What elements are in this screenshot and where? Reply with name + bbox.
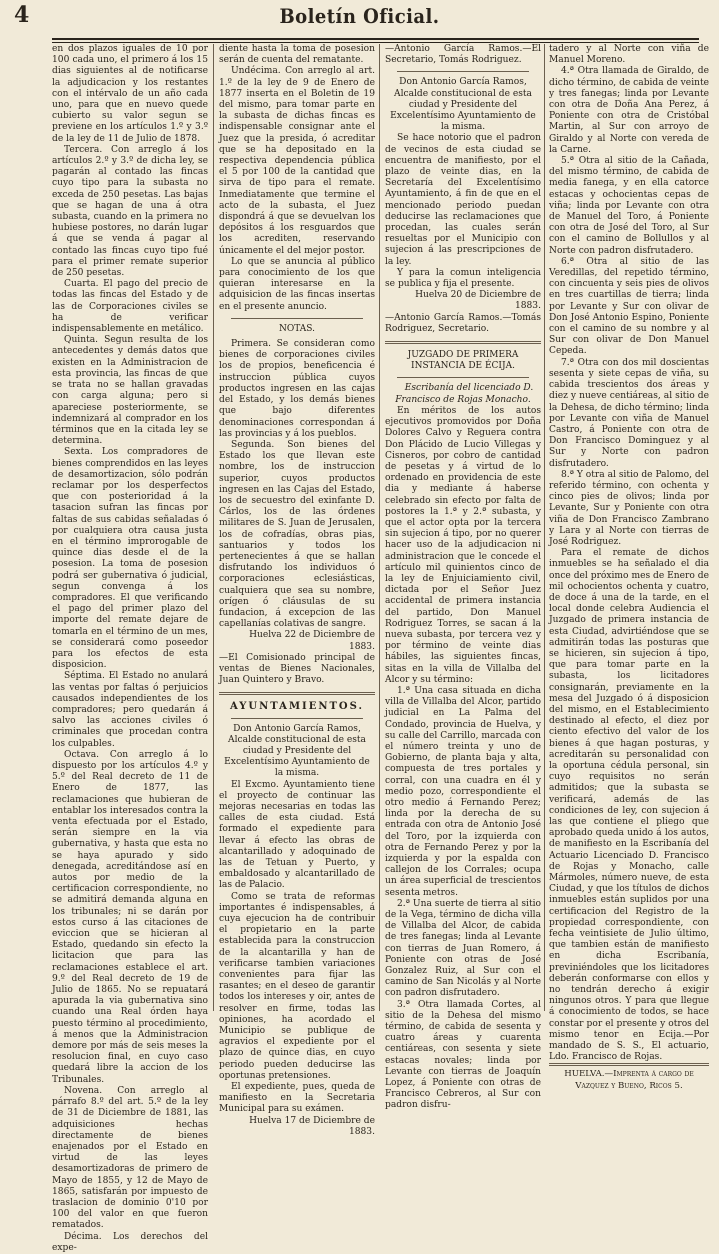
paragraph: 8.ª Y otra al sitio de Palomo, del referido término, con ochenta y cinco pies de olivos; linda por Levante, Sur y Poniente con otra viña de Don Francisco Zambrano y Lara y al Norte con tierras de José Rodriguez. bbox=[549, 469, 709, 547]
paragraph: tadero y al Norte con viña de Manuel Moreno. bbox=[549, 44, 709, 66]
paragraph: 1.ª Una casa situada en dicha villa de Villalba del Alcor, partido judicial en La Palma del Condado, provincia de Huelva, y su calle del Carrillo, marcada con el número treinta y uno de Gobierno, de planta baja y alta, compuesta de tres portales y corral, con una cuadra en él y medio pozo, correspondiente el otro medio á Fernando Perez; linda por la derecha de su entrada con otra de Antonio José del Toro, por la izquierda con otra de Fernando Perez y por la izquierda y por la espalda con callejon de los Corrales; ocupa un área superficial de trescientos sesenta metros. bbox=[385, 685, 541, 898]
paragraph: Undécima. Con arreglo al art. 1.º de la ley de 9 de Enero de 1877 inserta en el Boletin de 19 del mismo, para tomar parte en la subasta de dichas fincas es indispensable consignar ante el Juez que la presida, ó acreditar que se ha depositado en la respectiva dependencia pública el 5 por 100 de la cantidad que sirva de tipo para el remate. Inmediatamente que termine el acto de la subasta, el Juez dispondrá á que se devuelvan los depósitos á los resguardos que los acrediten, reservando únicamente el del mejor postor. bbox=[219, 66, 375, 256]
paragraph: En méritos de los autos ejecutivos promovidos por Doña Dolores Calvo y Reguera contra Don Plácido de Lucio Villegas y Cisneros, por cobro de cantidad de pesetas y á virtud de lo ordenado en providencia de este dia y mediante á haberse celebrado sin efecto por falta de postores la 1.ª y 2.ª subasta, y que el actor opta por la tercera sin sujecion á tipo, por no querer hacer uso de la adjudicacion ni administracion que le concede el artículo mil quinientos cinco de la ley de Enjuiciamiento civil, dictada por el Señor Juez accidental de primera instancia del partido, Don Manuel Rodriguez Torres, se sacan á la nueva subasta, por tercera vez y por término de veinte dias hábiles, las siguientes fincas, sitas en la villa de Villalba del Alcor y su término: bbox=[385, 405, 541, 685]
paragraph: Décima. Los derechos del expe- bbox=[52, 1231, 208, 1253]
paragraph: Primera. Se consideran como bienes de corporaciones civiles los de propios, beneficencia é instruccion pública cuyos productos ingresen en las cajas del Estado, y los demás bienes que bajo diferentes denominaciones correspondan á las provincias y á los pueblos. bbox=[219, 339, 375, 439]
separator bbox=[219, 692, 375, 695]
page-number: 4 bbox=[14, 2, 30, 28]
paragraph: 4.ª Otra llamada de Giraldo, de dicho término, de cabida de veinte y tres fanegas; linda por Levante con otra de Doña Ana Perez, á Poniente con otra de Cristóbal Martin, al Sur con arroyo de Giraldo y al Norte con vereda de la Carne. bbox=[549, 66, 709, 155]
notice-intro: Don Antonio García Ramos, Alcalde constitucional de esta ciudad y Presidente del Excelentísimo Ayuntamiento de la misma. bbox=[224, 723, 370, 779]
separator bbox=[231, 718, 363, 719]
column-divider bbox=[213, 44, 214, 1011]
paragraph: 3.ª Otra llamada Cortes, al sitio de la Dehesa del mismo término, de cabida de sesenta y cuatro áreas y cuarenta centiáreas, con sesenta y siete estacas novales; linda por Levante con tierras de Joaquín Lopez, á Poniente con otras de Francisco Cebreros, al Sur con padron disfru- bbox=[385, 999, 541, 1111]
column-3 bbox=[385, 44, 541, 1111]
paragraph: en dos plazos iguales de 10 por 100 cada uno, el primero á los 15 dias siguientes al de notificarse la adjudicacion y los restantes con el intérvalo de un año cada uno, para que en nuevo quede cubierto su valor segun se previene en los artículos 1.º y 3.º de la ley de 11 de Julio de 1878. bbox=[52, 44, 208, 144]
column-divider bbox=[544, 44, 545, 1011]
column-4 bbox=[549, 44, 709, 1091]
paragraph: Sexta. Los compradores de bienes comprendidos en las leyes de desamortizacion, sólo podrán reclamar por los desperfectos que con posterioridad á la tasacion sufran las fincas por faltas de sus cabidas señaladas ó por cualquiera otra causa justa en el término improrogable de quince dias desde el de la posesion. La toma de posesion podrá ser gubernativa ó judicial, segun convenga á los compradores. El que verificando el pago del primer plazo del importe del remate dejare de tomarla en el término de un mes, se considerará como poseedor para los efectos de esta disposicion. bbox=[52, 447, 208, 671]
paragraph: Para el remate de dichos inmuebles se ha señalado el dia once del próximo mes de Enero de mil ochocientos ochenta y cuatro, de doce á una de la tarde, en el local donde celebra Audiencia el Juzgado de primera instancia de esta Ciudad, advirtiéndose que se admitirán todas las posturas que se hicieren, sin sujecion á tipo, que para tomar parte en la subasta, los licitadores consignarán, previamente en la mesa del Juzgado ó á disposicion del mismo, en el Establecimiento destinado al efecto, el diez por ciento efectivo del valor de los bienes á que hagan posturas, y acreditarán su personalidad con la oportuna cédula personal, sin cuyo requisitos no serán admitidos; que la subasta se verificará, además de las condiciones de ley, con sujecion á las que contiene el pliego que aprobado queda unido á los autos, de manifiesto en la Escribanía del Actuario Licenciado D. Francisco de Rojas y Monacho, calle Mármoles, número nueve, de esta Ciudad, y que los títulos de dichos inmuebles están suplidos por una certificacion del Registro de la propiedad correspondiente, con fecha veintisiete de Julio último, que tambien están de manifiesto en dicha Escribanía, previniéndoles que los licitadores deberán conformarse con ellos y no tendrán derecho á exigir ningunos otros. Y para que llegue á conocimiento de todos, se hace constar por el presente y otros del mismo tenor en Ecija.—Por mandado de S. S., El actuario, Ldo. Francisco de Rojas. bbox=[549, 548, 709, 1063]
notas-heading: NOTAS. bbox=[279, 323, 315, 334]
header-rule bbox=[52, 38, 699, 43]
notice-date: Huelva 20 de Diciembre de 1883. bbox=[415, 290, 541, 312]
paragraph: Tercera. Con arreglo á los artículos 2.º y 3.º de dicha ley, se pagarán al contado las fincas cuyo tipo para la subasta no exceda de 250 pesetas. Las bajas que se hagan de una á otra subasta, cuando en la primera no hubiese postores, no darán lugar á que se venda á pagar al contado las fincas cuyo tipo fué para el primer remate superior de 250 pesetas. bbox=[52, 144, 208, 279]
paragraph: Séptima. El Estado no anulará las ventas por faltas ó perjuicios causados independientes de los compradores; pero quedarán á salvo las acciones civiles ó criminales que procedan contra los culpables. bbox=[52, 671, 208, 749]
column-2 bbox=[219, 44, 375, 1137]
paragraph: 5.ª Otra al sitio de la Cañada, del mismo término, de cabida de media fanega, y en ella catorce estacas y ochocientas cepas de viña; linda por Levante con otra de Manuel del Toro, á Poniente con otra de José del Toro, al Sur con el camino de Bollullos y al Norte con padron disfrutadero. bbox=[549, 156, 709, 256]
paragraph: Segunda. Son bienes del Estado los que llevan este nombre, los de instruccion superior, cuyos productos ingresen en las Cajas del Estado, los de secuestro del exinfante D. Cárlos, los de las órdenes militares de S. Juan de Jerusalen, los de cofradías, obras pias, santuarios y todos los pertenecientes á que se hallan disfrutando los individuos ó corporaciones eclesiásticas, cualquiera que sea su nombre, orígen ó cláusulas de su fundacion, á excepcion de las capellanías colativas de sangre. bbox=[219, 439, 375, 630]
paragraph: 2.ª Una suerte de tierra al sitio de la Vega, término de dicha villa de Villalba del Alcor, de cabida de tres fanegas; linda al Levante con tierras de Juan Romero, á Poniente con otras de José Gonzalez Ruiz, al Sur con el camino de San Nicolás y al Norte con padron disfrutadero. bbox=[385, 898, 541, 999]
printer-imprint: HUELVA.—Imprenta á cargo de Vazquez y Bueno, Ricos 5. bbox=[549, 1063, 709, 1091]
section-heading-juzgado: JUZGADO DE PRIMERA INSTANCIA DE ÉCIJA. bbox=[407, 350, 519, 372]
notice-date: Huelva 17 de Diciembre de 1883. bbox=[249, 1115, 375, 1137]
paragraph: Como se trata de reformas importantes é indispensables, á cuya ejecucion ha de contribuir el propietario en la parte establecida para la construccion de la alcantarilla y han de verificarse tambien variaciones convenientes para fijar las rasantes; en el deseo de garantir todos los intereses y oir, antes de resolver en firme, todas las opiniones, ha acordado el Municipio se publique de agravios el expediente por el plazo de quince dias, en cuyo periodo pueden deducirse las oportunas pretensiones. bbox=[219, 891, 375, 1081]
paragraph: Quinta. Segun resulta de los antecedentes y demás datos que existen en la Administracion de esta provincia, las fincas de que se trata no se hallan gravadas con carga alguna; pero si apareciese posteriormente, se indemnizará al comprador en los términos que en la citada ley se determina. bbox=[52, 335, 208, 447]
paragraph: Y para la comun inteligencia se publica y fija el presente. bbox=[385, 267, 541, 290]
paragraph: Octava. Con arreglo á lo dispuesto por los artículos 4.º y 5.º del Real decreto de 11 de Enero de 1877, las reclamaciones que hubieran de entablar los interesados contra la venta efectuada por el Estado, serán siempre en la via gubernativa, y hasta que esta no se haya apurado y sido denegada, acreditándose así en autos por medio de la certificacion correspondiente, no se admitirá demanda alguna en los tribunales; ni se darán por estos curso á las citaciones de eviccion que se hicieran al Estado, quedando sin efecto la licitacion que para las reclamaciones establece el art. 9.º del Real decreto de 19 de Julio de 1865. No se repuatará apurada la via gubernativa sino cuando una Real órden haya puesto término al procedimiento, á menos que la Administracion demore por más de seis meses la resolucion final, en cuyo caso quedará libre la accion de los Tribunales. bbox=[52, 749, 208, 1085]
column-1 bbox=[52, 44, 208, 1253]
paragraph: diente hasta la toma de posesion serán de cuenta del rematante. bbox=[219, 44, 375, 66]
separator bbox=[231, 318, 363, 319]
notice-date: Huelva 22 de Diciembre de 1883. bbox=[249, 630, 375, 652]
signature: —Antonio García Ramos.—Tomás Rodriguez, Secretario. bbox=[385, 312, 541, 334]
newspaper-title: Boletín Oficial. bbox=[279, 4, 440, 28]
separator bbox=[397, 377, 529, 378]
escribania-line: Escribanía del licenciado D. Francisco de Rojas Monacho. bbox=[395, 383, 534, 405]
signature: —Antonio García Ramos.—El Secretario, Tomás Rodriguez. bbox=[385, 44, 541, 66]
separator bbox=[397, 71, 529, 72]
paragraph: Cuarta. El pago del precio de todas las fincas del Estado y de las de Corporaciones civiles se ha de verificar indispensablemente en metálico. bbox=[52, 279, 208, 335]
section-heading-ayuntamientos: AYUNTAMIENTOS. bbox=[230, 701, 364, 713]
paragraph: 6.ª Otra al sitio de las Veredillas, del repetido término, con cincuenta y seis pies de olivos en tres cuartillas de tierra; linda por Levante y Sur con olivar de Don José Antonio Espino, Poniente con el camino de su nombre y al Sur con olivar de Don Manuel Cepeda. bbox=[549, 256, 709, 357]
paragraph: El expediente, pues, queda de manifiesto en la Secretaria Municipal para su exámen. bbox=[219, 1082, 375, 1115]
paragraph: Se hace notorio que el padron de vecinos de esta ciudad se encuentra de manifiesto, por el plazo de veinte dias, en la Secretaría del Excelentísimo Ayuntamiento, á fin de que en el mencionado periodo puedan deducirse las reclamaciones que procedan, las cuales serán resueltas por el Municipio con sujecion á las prescripciones de la ley. bbox=[385, 133, 541, 267]
separator bbox=[385, 341, 541, 344]
paragraph: El Excmo. Ayuntamiento tiene el proyecto de continuar las mejoras necesarias en todas las calles de esta ciudad. Está formado el expediente para llevar á efecto las obras de alcantarillado y adoquinado de las de Tetuan y Puerto, y embaldosado y alcantarillado de las de Palacio. bbox=[219, 779, 375, 891]
column-divider bbox=[379, 44, 380, 1011]
paragraph: Novena. Con arreglo al párrafo 8.º del art. 5.º de la ley de 31 de Diciembre de 1881, las adquisiciones hechas directamente de bienes enajenados por el Estado en virtud de las leyes desamortizadoras de primero de Mayo de 1855, y 12 de Mayo de 1865, satisfarán por impuesto de traslacion de dominio 0'10 por 100 del valor en que fueron rematados. bbox=[52, 1085, 208, 1231]
paragraph: 7.ª Otra con dos mil doscientas sesenta y siete cepas de viña, su cabida trescientos dos áreas y diez y nueve centiáreas, al sitio de la Dehesa, de dicho término; linda por Levante con viña de Manuel Castro, á Poniente con otra de Don Francisco Dominguez y al Sur y Norte con padron disfrutadero. bbox=[549, 357, 709, 469]
paragraph: Lo que se anuncia al público para conocimiento de los que quieran interesarse en la adquisicion de las fincas insertas en el presente anuncio. bbox=[219, 256, 375, 312]
notice-intro: Don Antonio García Ramos, Alcalde constitucional de esta ciudad y Presidente del Excelentísimo Ayuntamiento de la misma. bbox=[390, 77, 536, 133]
signature: —El Comisionado principal de ventas de Bienes Nacionales, Juan Quintero y Bravo. bbox=[219, 652, 375, 686]
